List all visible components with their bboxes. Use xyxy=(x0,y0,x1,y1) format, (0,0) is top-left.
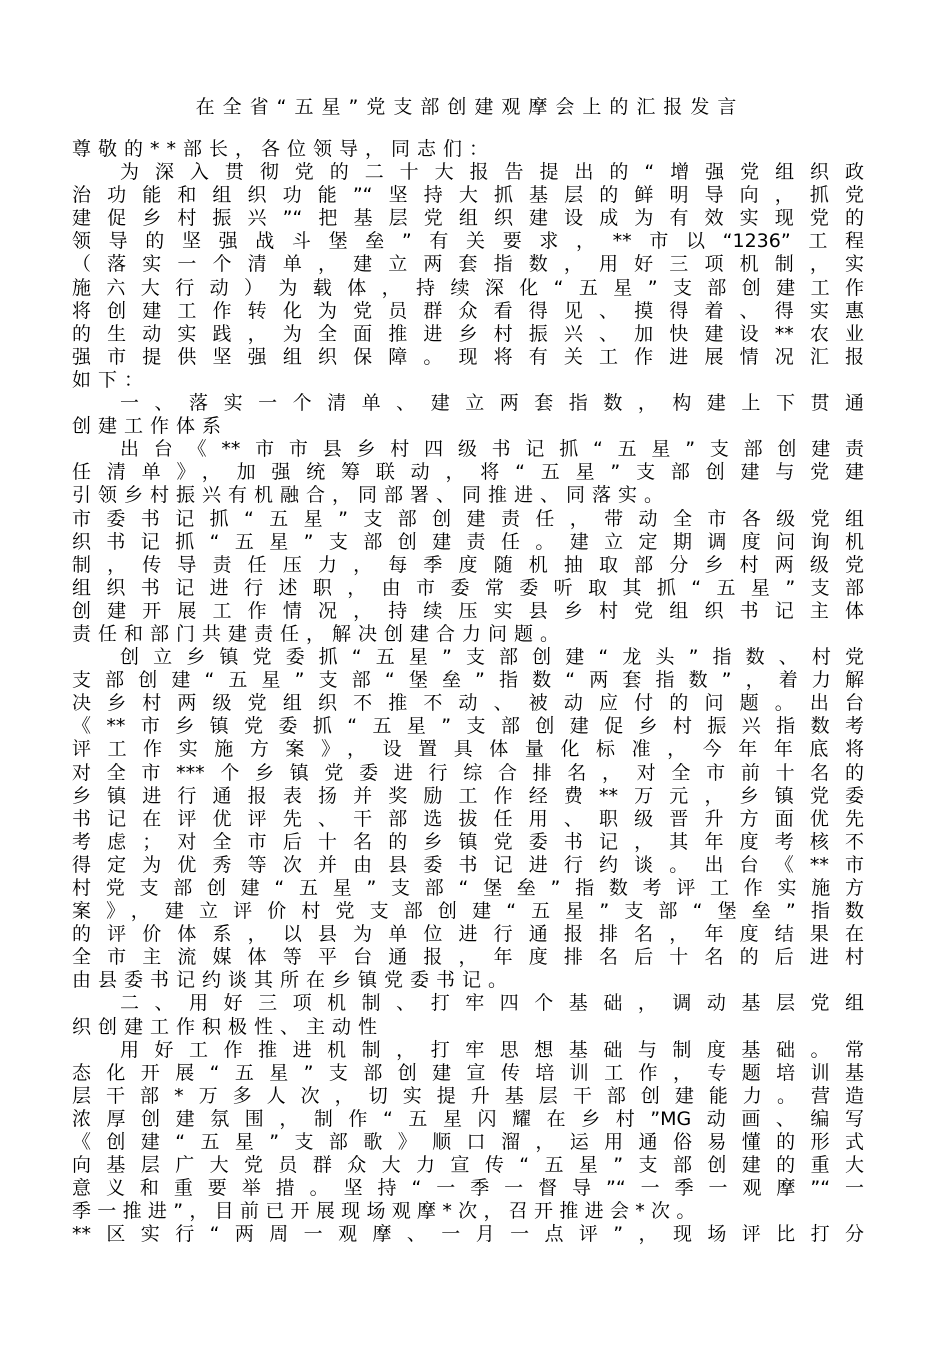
paragraph-line: 任清单》，加强统筹联动，将“五星”支部创建与党建 xyxy=(72,461,864,484)
paragraph-line: 《**市乡镇党委抓“五星”支部创建促乡村振兴指数考 xyxy=(72,715,864,738)
paragraph-line: 向基层广大党员群众大力宣传“五星”支部创建的重大 xyxy=(72,1154,864,1177)
paragraph-line: 支部创建“五星”支部“堡垒”指数“两套指数”，着力解 xyxy=(72,669,864,692)
paragraph-line: 引领乡村振兴有机融合，同部署、同推进、同落实。 xyxy=(72,484,671,507)
paragraph-line: 案》，建立评价村党支部创建“五星”支部“堡垒”指数 xyxy=(72,900,864,923)
paragraph-line: 领导的坚强战斗堡垒”有关要求，**市以“1236”工程 xyxy=(72,230,864,253)
paragraph-line: 由县委书记约谈其所在乡镇党委书记。 xyxy=(72,969,515,992)
paragraph-line: 二、用好三项机制、打牢四个基础，调动基层党组 xyxy=(120,992,864,1015)
paragraph-line: 对全市***个乡镇党委进行综合排名，对全市前十名的 xyxy=(72,761,864,784)
paragraph-line: 织书记抓“五星”支部创建责任。建立定期调度问询机 xyxy=(72,530,864,553)
paragraph-line: 尊敬的**部长，各位领导，同志们： xyxy=(72,138,496,160)
paragraph-line: 季一推进”，目前已开展现场观摩*次，召开推进会*次。 xyxy=(72,1200,702,1223)
paragraph-line: 全市主流媒体等平台通报，年度排名后十名的后进村 xyxy=(72,946,864,969)
paragraph-line: 治功能和组织功能”“坚持大抓基层的鲜明导向，抓党 xyxy=(72,184,864,207)
paragraph-line: （落实一个清单，建立两套指数，用好三项机制，实 xyxy=(72,253,864,276)
paragraph-line: 决乡村两级党组织不推不动、被动应付的问题。出台 xyxy=(72,692,864,715)
paragraph-line: 层干部*万多人次，切实提升基层干部创建能力。营造 xyxy=(72,1084,864,1107)
paragraph-line: 建促乡村振兴”“把基层党组织建设成为有效实现党的 xyxy=(72,207,864,230)
paragraph-line: 得定为优秀等次并由县委书记进行约谈。出台《**市 xyxy=(72,853,864,876)
paragraph-line: 创建工作体系 xyxy=(72,415,229,438)
paragraph-line: 出台《**市市县乡村四级书记抓“五星”支部创建责 xyxy=(120,438,864,461)
document-body xyxy=(72,138,864,1247)
paragraph-line: 织创建工作积极性、主动性 xyxy=(72,1015,385,1038)
paragraph-line: 施六大行动）为载体，持续深化“五星”支部创建工作 xyxy=(72,276,864,299)
paragraph-line: 制，传导责任压力，每季度随机抽取部分乡村两级党 xyxy=(72,553,864,576)
paragraph-line: 态化开展“五星”支部创建宣传培训工作，专题培训基 xyxy=(72,1061,864,1084)
paragraph-line: 为深入贯彻党的二十大报告提出的“增强党组织政 xyxy=(120,161,864,184)
paragraph-line: 村党支部创建“五星”支部“堡垒”指数考评工作实施方 xyxy=(72,877,864,899)
paragraph-line: 用好工作推进机制，打牢思想基础与制度基础。常 xyxy=(120,1038,864,1061)
paragraph-line: 组织书记进行述职，由市委常委听取其抓“五星”支部 xyxy=(72,576,864,599)
paragraph-line: 考虑；对全市后十名的乡镇党委书记，其年度考核不 xyxy=(72,830,864,853)
paragraph-line: 创立乡镇党委抓“五星”支部创建“龙头”指数、村党 xyxy=(120,646,864,669)
paragraph-line: 责任和部门共建责任，解决创建合力问题。 xyxy=(72,622,567,645)
paragraph-line: **区实行“两周一观摩、一月一点评”，现场评比打分 xyxy=(72,1223,864,1246)
document-title: 在全省“五星”党支部创建观摩会上的汇报发言 xyxy=(195,96,745,118)
paragraph-line: 市委书记抓“五星”支部创建责任，带动全市各级党组 xyxy=(72,507,864,530)
paragraph-line: 的生动实践，为全面推进乡村振兴、加快建设**农业 xyxy=(72,322,864,345)
paragraph-line: 《创建“五星”支部歌》顺口溜，运用通俗易懂的形式 xyxy=(72,1131,864,1154)
paragraph-line: 书记在评优评先、干部选拔任用、职级晋升方面优先 xyxy=(72,807,864,830)
paragraph-line: 创建开展工作情况，持续压实县乡村党组织书记主体 xyxy=(72,599,864,622)
paragraph-line: 评工作实施方案》，设置具体量化标准，今年年底将 xyxy=(72,738,864,761)
paragraph-line: 一、落实一个清单、建立两套指数，构建上下贯通 xyxy=(120,392,864,415)
paragraph-line: 将创建工作转化为党员群众看得见、摸得着、得实惠 xyxy=(72,299,864,322)
paragraph-line: 浓厚创建氛围，制作“五星闪耀在乡村”MG动画、编写 xyxy=(72,1107,864,1130)
paragraph-line: 的评价体系，以县为单位进行通报排名，年度结果在 xyxy=(72,923,864,946)
paragraph-line: 强市提供坚强组织保障。现将有关工作进展情况汇报 xyxy=(72,345,864,368)
paragraph-line: 乡镇进行通报表扬并奖励工作经费**万元，乡镇党委 xyxy=(72,784,864,807)
paragraph-line: 如下： xyxy=(72,368,151,391)
paragraph-line: 意义和重要举措。坚持“一季一督导”“一季一观摩”“一 xyxy=(72,1177,864,1200)
